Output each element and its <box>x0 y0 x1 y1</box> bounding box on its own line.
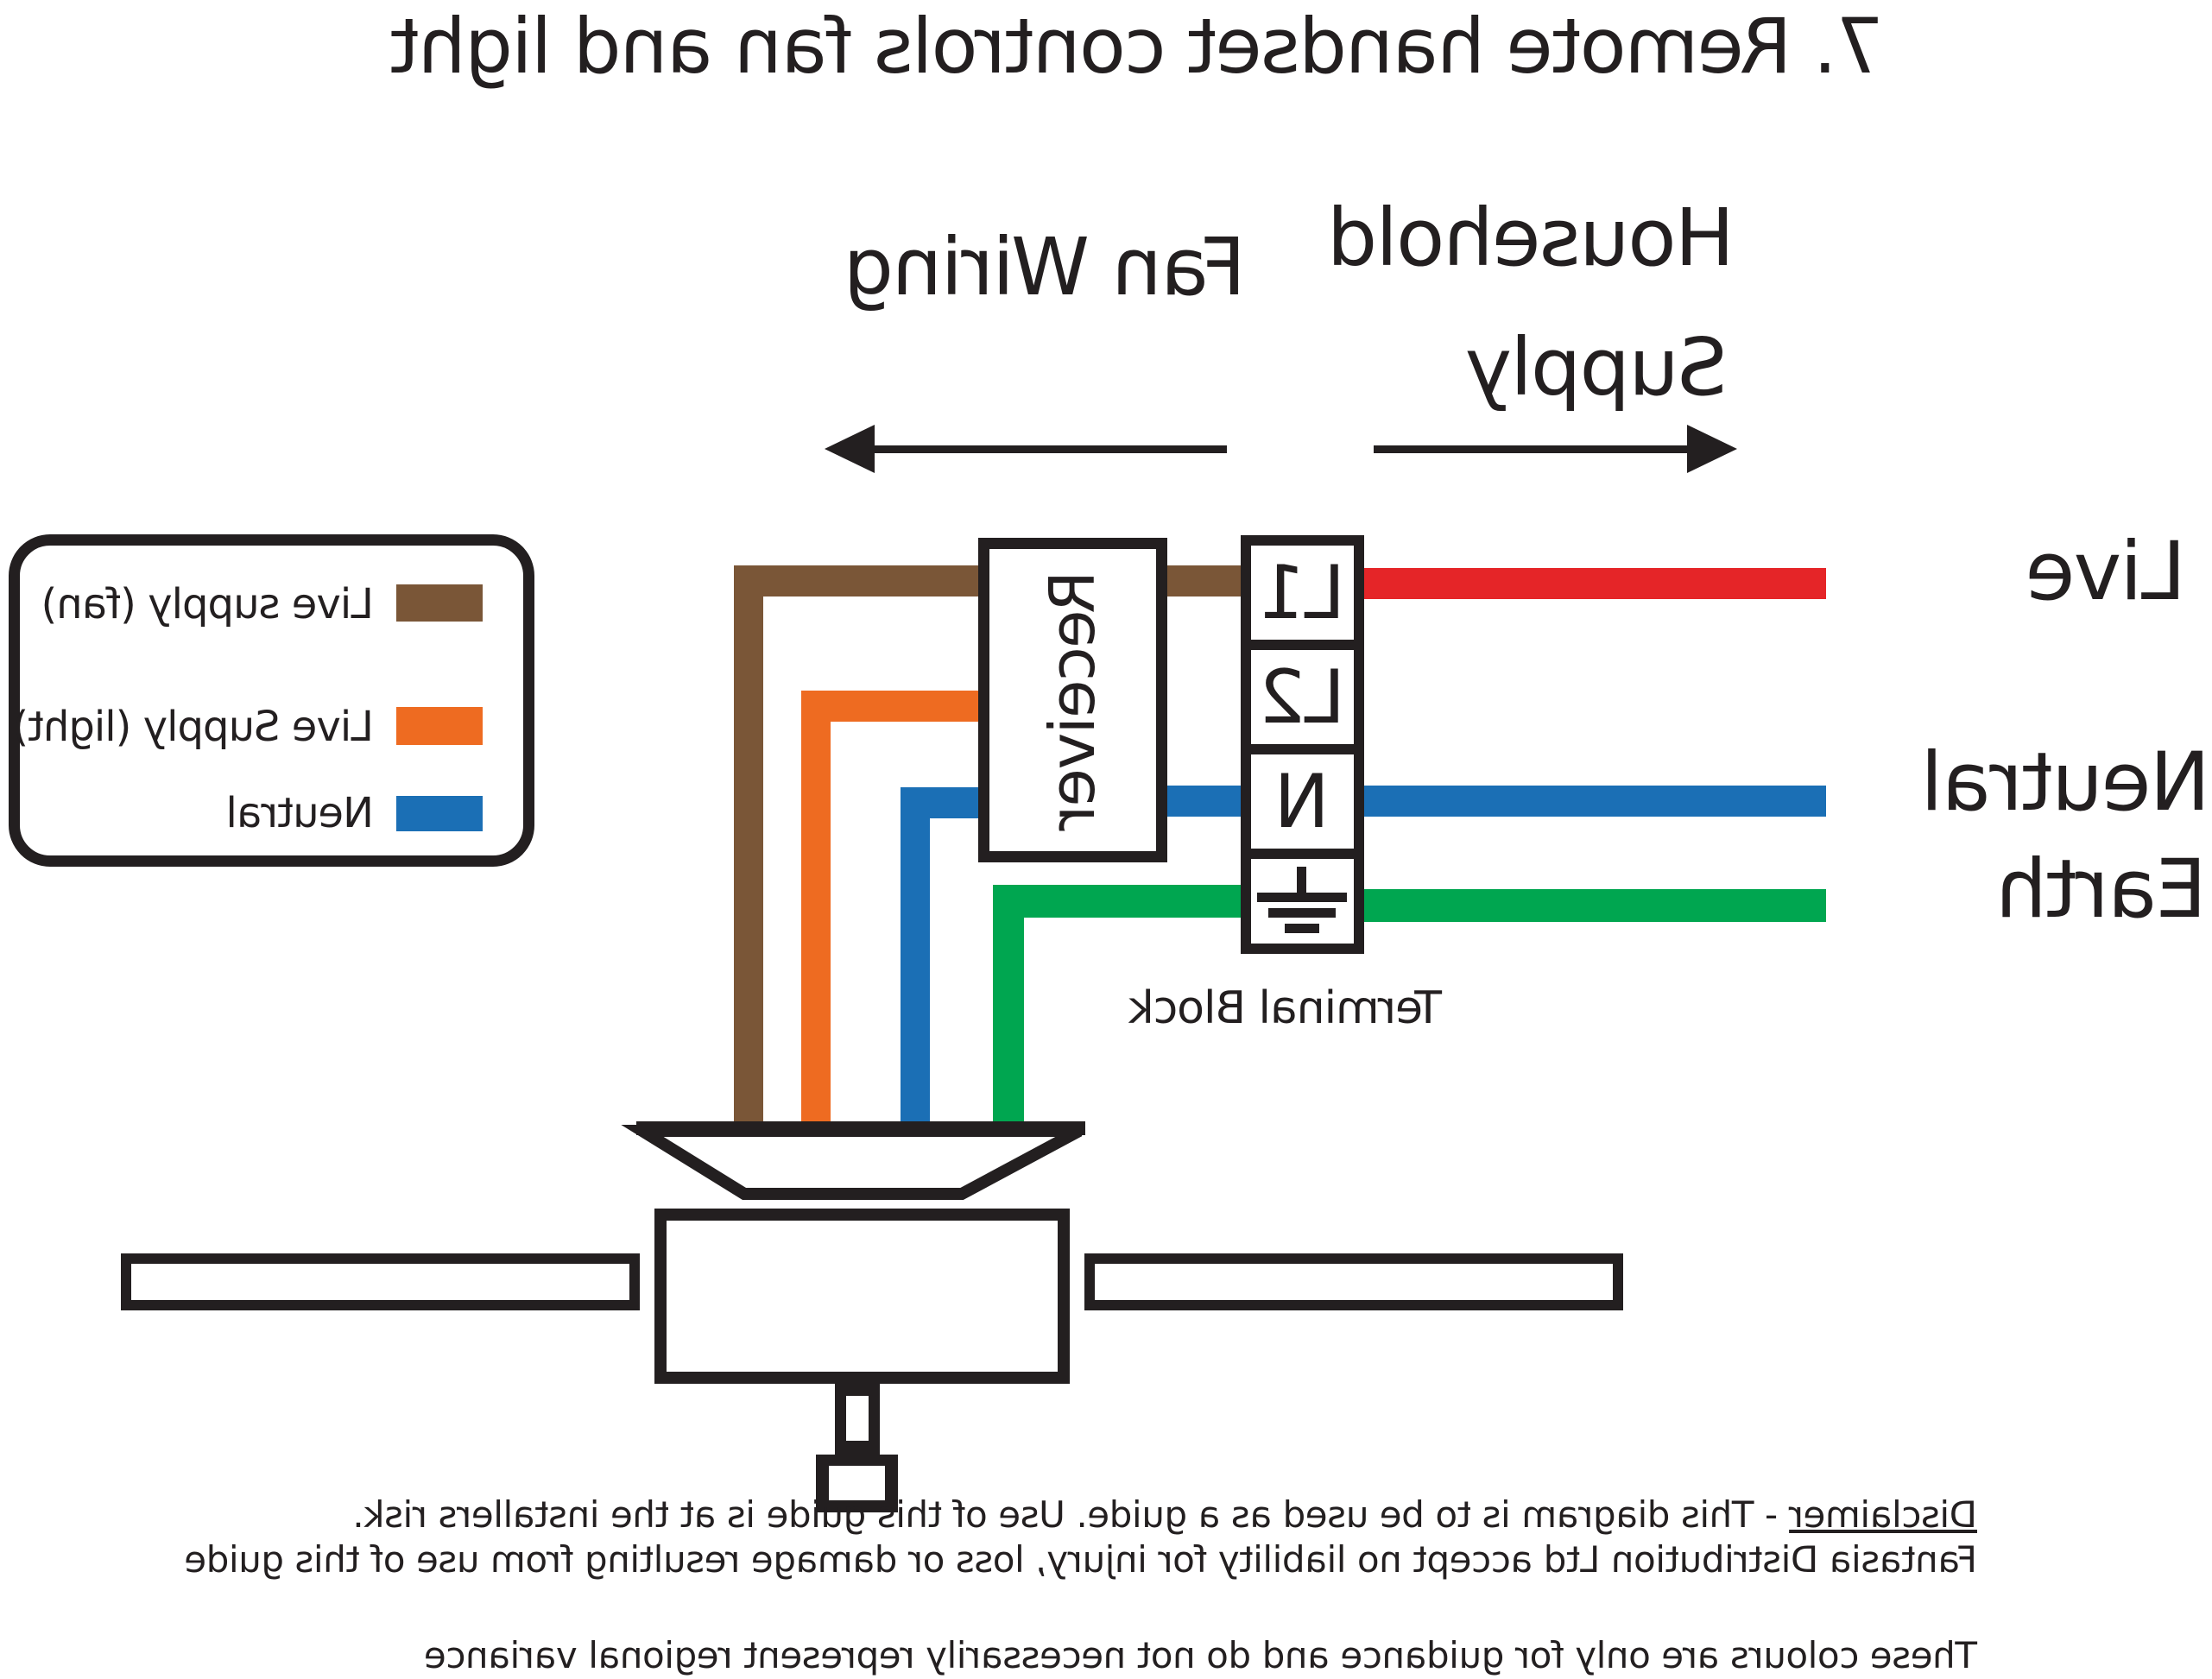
household-supply-label-line1: Household <box>1328 192 1735 284</box>
disclaimer-line2: Fantasia Distribution Ltd accept no liability for injury, loss or damage resulting from use of this guide <box>184 1538 1977 1581</box>
fan-downrod-inner <box>846 1396 869 1441</box>
legend-label-live-fan: Live supply (fan) <box>41 580 374 628</box>
household-supply-label-line2: Supply <box>1466 321 1728 413</box>
fan-wiring-label: Fan Wiring <box>844 221 1246 313</box>
terminal-label-l2: L2 <box>1259 653 1346 741</box>
legend-label-neutral: Neutral <box>226 789 374 837</box>
fan-motor-body <box>654 1209 1070 1384</box>
disclaimer-line3: These colours are only for guidance and do not necessarily represent regional variance <box>424 1634 1977 1676</box>
fan-blade-left <box>1084 1253 1623 1310</box>
disclaimer-line1-rest: - This diagram is to be used as a guide. Use of this guide is at the installers risk. <box>352 1493 1790 1536</box>
earth-label: Earth <box>1997 843 2207 937</box>
terminal-block-label: Terminal Block <box>1128 982 1442 1034</box>
disclaimer-line1 <box>353 1493 1977 1536</box>
live-label: Live <box>2026 525 2186 619</box>
terminal-label-n: N <box>1275 758 1330 845</box>
fan-blade-right <box>121 1253 640 1310</box>
disclaimer-word: Disclaimer <box>1789 1493 1977 1536</box>
terminal-label-l1: L1 <box>1259 549 1346 636</box>
legend-label-live-light: Live Supply (light) <box>13 703 374 751</box>
receiver-label: Receiver <box>1036 571 1109 830</box>
neutral-label: Neutral <box>1922 735 2210 830</box>
page-title: 7. Remote handset controls fan and light <box>391 2 1884 91</box>
